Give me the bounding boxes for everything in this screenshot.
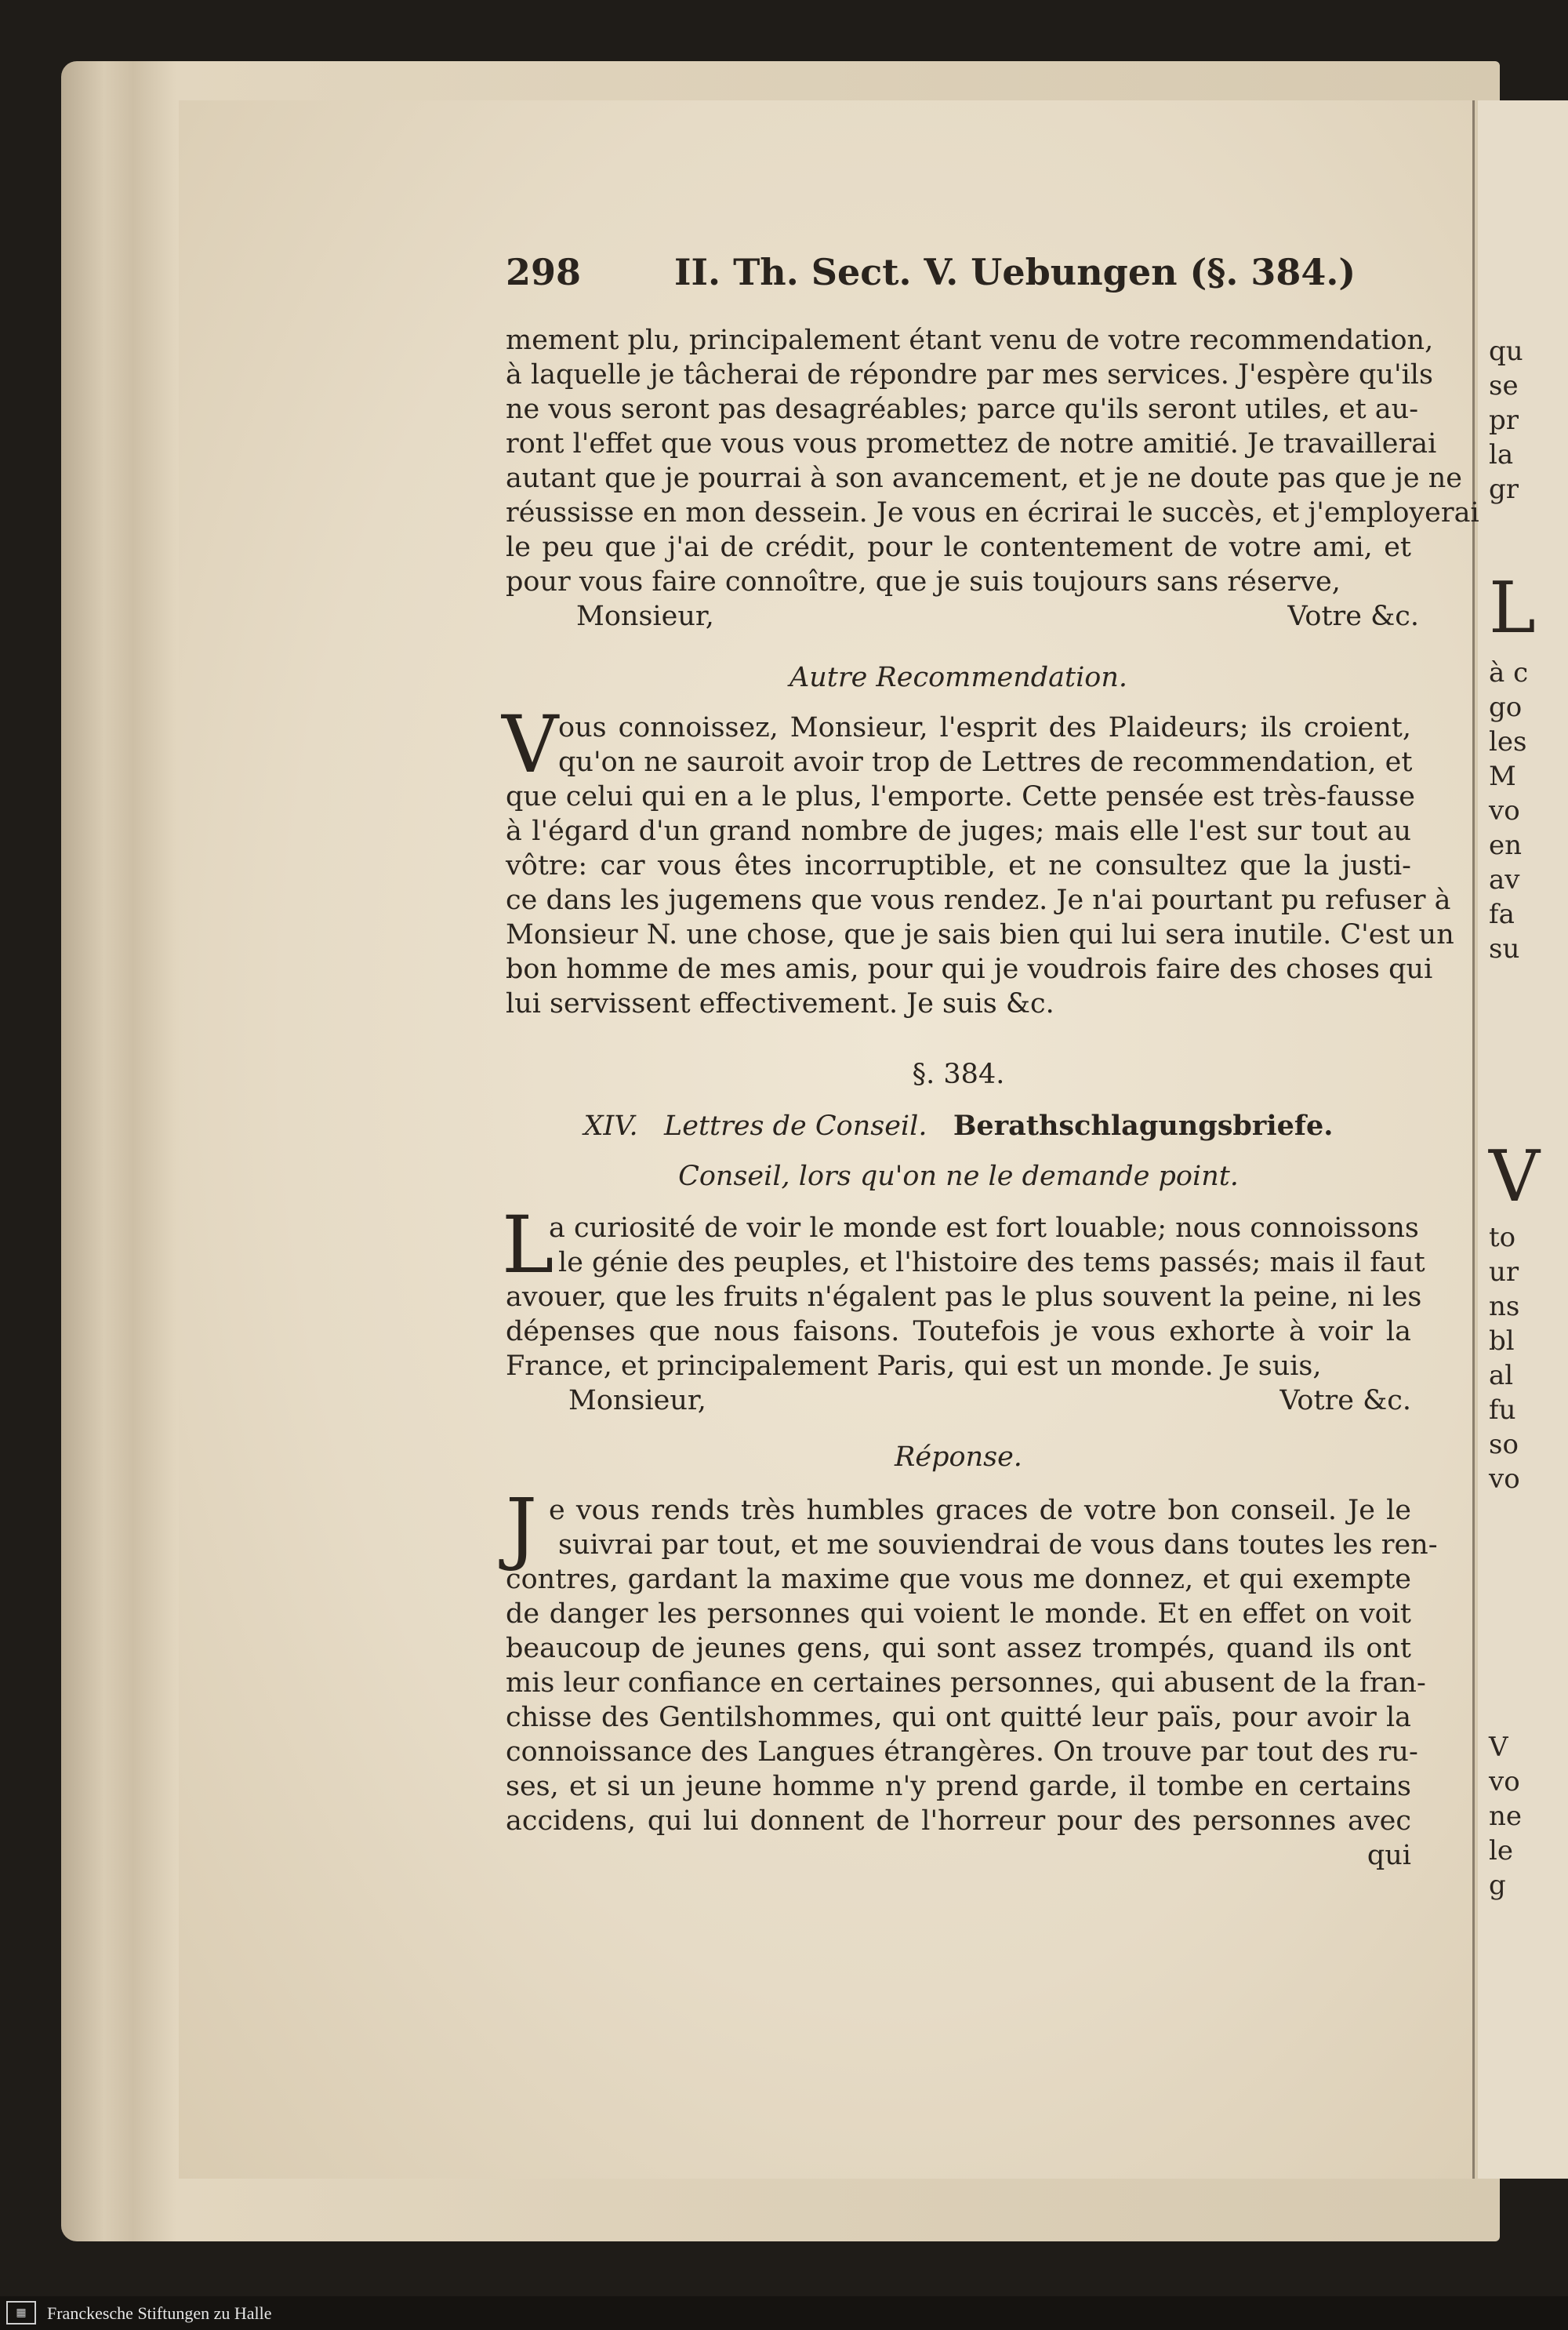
next-page-fragment: bl — [1489, 1325, 1515, 1357]
signature-line — [506, 1383, 1411, 1418]
next-page-fragment: so — [1489, 1429, 1519, 1460]
salutation: Monsieur, — [568, 1385, 706, 1416]
text-line: de danger les personnes qui voient le monde. Et en effet on voit — [506, 1598, 1411, 1630]
text-line: le génie des peuples, et l'histoire des tems passés; mais il faut — [558, 1247, 1425, 1278]
text-line: ne vous seront pas desagréables; parce qu'ils seront utiles, et au- — [506, 394, 1419, 425]
drop-cap: J — [506, 1481, 538, 1573]
next-page-fragment: se — [1489, 370, 1519, 402]
running-title: II. Th. Sect. V. Uebungen (§. 384.) — [674, 251, 1356, 293]
next-page-fragment: vo — [1489, 1463, 1520, 1495]
text-line: à l'égard d'un grand nombre de juges; mais elle l'est sur tout au — [506, 816, 1411, 847]
next-page-fragment: go — [1489, 692, 1523, 723]
next-page-fragment: fu — [1489, 1394, 1516, 1426]
next-page-fragment: ur — [1489, 1256, 1519, 1288]
next-page-fragment: vo — [1489, 1766, 1520, 1797]
section-subtitle: Conseil, lors qu'on ne le demande point. — [678, 1161, 1239, 1192]
running-header — [506, 251, 1356, 293]
next-page-fragment: en — [1489, 830, 1523, 861]
text-line: réussisse en mon dessein. Je vous en écrirai le succès, et j'employerai — [506, 497, 1479, 529]
text-line: France, et principalement Paris, qui est un monde. Je suis, — [506, 1350, 1322, 1382]
drop-cap: L — [502, 1199, 554, 1291]
letter-heading: Réponse. — [895, 1441, 1022, 1473]
next-page-fragment: les — [1489, 726, 1527, 758]
text-line: e vous rends très humbles graces de votre bon conseil. Je le — [549, 1495, 1411, 1526]
next-page-fragment: vo — [1489, 795, 1520, 827]
text-line: Monsieur N. une chose, que je sais bien qui lui sera inutile. C'est un — [506, 919, 1454, 951]
next-page-fragment: pr — [1489, 405, 1519, 436]
text-line: autant que je pourrai à son avancement, et je ne doute pas que je ne — [506, 463, 1463, 494]
text-line: chisse des Gentilshommes, qui ont quitté leur païs, pour avoir la — [506, 1702, 1411, 1733]
next-page-fragment: av — [1489, 864, 1520, 896]
next-page-fragment: ns — [1489, 1291, 1520, 1322]
section-title-de: Berathschlagungsbriefe. — [953, 1110, 1334, 1142]
text-line: suivrai par tout, et me souviendrai de vous dans toutes les ren- — [558, 1529, 1438, 1561]
page-number: 298 — [506, 251, 582, 293]
section-number: §. 384. — [912, 1059, 1005, 1090]
next-page-fragment: qu — [1489, 336, 1523, 367]
salutation: Monsieur, — [576, 601, 714, 632]
next-page-fragment: M — [1489, 761, 1516, 792]
text-line: dépenses que nous faisons. Toutefois je vous exhorte à voir la — [506, 1316, 1411, 1347]
next-page-fragment: V — [1489, 1136, 1540, 1218]
next-page-fragment: fa — [1489, 899, 1515, 930]
next-page-fragment: gr — [1489, 474, 1519, 505]
text-line: beaucoup de jeunes gens, qui sont assez trompés, quand ils ont — [506, 1633, 1411, 1664]
footer-credit: Franckesche Stiftungen zu Halle — [47, 2303, 272, 2323]
catchword: qui — [1367, 1840, 1411, 1871]
next-page-fragment: la — [1489, 439, 1514, 471]
text-line: que celui qui en a le plus, l'emporte. Cette pensée est très-fausse — [506, 781, 1415, 812]
next-page-fragment: le — [1489, 1835, 1513, 1867]
next-page-fragment: g — [1489, 1870, 1506, 1901]
text-line: avouer, que les fruits n'égalent pas le plus souvent la peine, ni les — [506, 1281, 1422, 1313]
text-line: ront l'effet que vous vous promettez de notre amitié. Je travaillerai — [506, 428, 1437, 460]
next-page-fragment: su — [1489, 933, 1520, 965]
next-page-fragment: to — [1489, 1222, 1516, 1253]
section-title-fr: Lettres de Conseil. — [664, 1110, 927, 1142]
text-line: qu'on ne sauroit avoir trop de Lettres de recommendation, et — [558, 747, 1413, 778]
footer-bar — [0, 2296, 1568, 2330]
signature-line — [506, 599, 1419, 634]
closing: Votre &c. — [1287, 601, 1419, 632]
next-page-fragment: à c — [1489, 657, 1529, 689]
section-title — [506, 1109, 1411, 1143]
text-line: contres, gardant la maxime que vous me donnez, et qui exempte — [506, 1564, 1411, 1595]
text-line: à laquelle je tâcherai de répondre par mes services. J'espère qu'ils — [506, 359, 1433, 391]
next-page-fragment: al — [1489, 1360, 1514, 1391]
text-line: connoissance des Langues étrangères. On trouve par tout des ru- — [506, 1736, 1418, 1768]
text-line: mement plu, principalement étant venu de votre recommendation, — [506, 325, 1434, 356]
next-page-fragment: L — [1489, 567, 1536, 649]
text-line: lui servissent effectivement. Je suis &c. — [506, 988, 1054, 1020]
text-line: mis leur confiance en certaines personnes, qui abusent de la fran- — [506, 1667, 1426, 1699]
text-line: ce dans les jugemens que vous rendez. Je n'ai pourtant pu refuser à — [506, 885, 1451, 916]
closing: Votre &c. — [1279, 1385, 1411, 1416]
section-roman: XIV. — [583, 1110, 638, 1142]
text-line: pour vous faire connoître, que je suis toujours sans réserve, — [506, 566, 1341, 598]
drop-cap: V — [502, 699, 559, 791]
library-logo-icon: ▦ — [6, 2301, 36, 2325]
next-page-fragment: ne — [1489, 1801, 1523, 1832]
text-line: a curiosité de voir le monde est fort louable; nous connoissons — [549, 1212, 1419, 1244]
text-line: bon homme de mes amis, pour qui je voudrois faire des choses qui — [506, 954, 1433, 985]
text-line: le peu que j'ai de crédit, pour le contentement de votre ami, et — [506, 532, 1411, 563]
text-line: accidens, qui lui donnent de l'horreur pour des personnes avec — [506, 1805, 1411, 1837]
text-line: ses, et si un jeune homme n'y prend garde, il tombe en certains — [506, 1771, 1411, 1802]
text-line: ous connoissez, Monsieur, l'esprit des Plaideurs; ils croient, — [558, 712, 1411, 743]
text-line: vôtre: car vous êtes incorruptible, et ne consultez que la justi- — [506, 850, 1411, 881]
letter-heading: Autre Recommendation. — [789, 662, 1128, 693]
next-page-fragment: V — [1489, 1732, 1508, 1763]
